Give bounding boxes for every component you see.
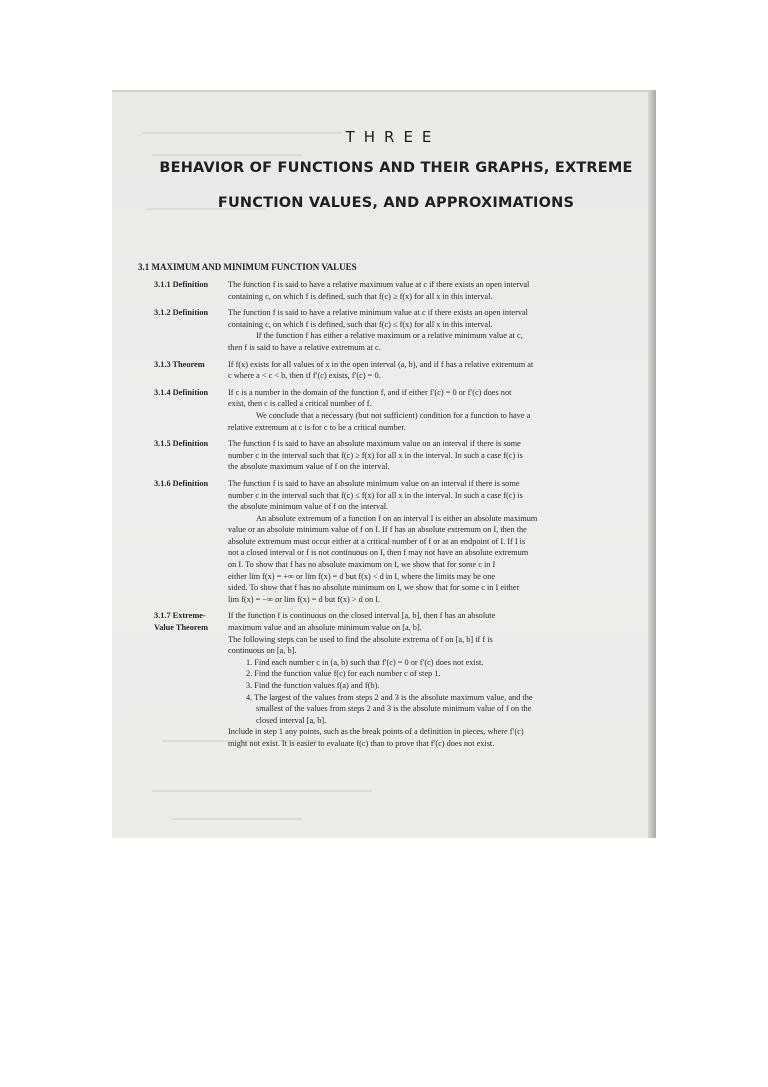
text-line: closed interval [a, b]. <box>256 715 327 725</box>
text-line: either lim f(x) = +∞ or lim f(x) = d but f(x) < d in I, where the limits may be one <box>228 571 496 581</box>
definition-3-1-2 <box>154 307 654 353</box>
item-text <box>228 307 654 353</box>
page-right-shadow <box>648 90 656 838</box>
text-line: If f(x) exists for all values of x in the open interval (a, b), and if f has a relative extremum at <box>228 359 534 369</box>
text-line: the absolute minimum value of f on the interval. <box>228 502 389 512</box>
step-3: 3. Find the function values f(a) and f(b). <box>246 681 380 690</box>
text-line: number c in the interval such that f(c) ≤ f(x) for all x in the interval. In such a case f(c) is <box>228 490 523 500</box>
bleed-through-line <box>172 818 302 820</box>
text-line: absolute extremum must occur either at a critical number of f or at an endpoint of I. If I is <box>228 536 526 546</box>
item-label: 3.1.4 Definition <box>154 387 209 397</box>
section-heading: 3.1 MAXIMUM AND MINIMUM FUNCTION VALUES <box>138 262 357 272</box>
text-line: c where a < c < b, then if f′(c) exists, f′(c) = 0. <box>228 371 381 381</box>
item-text <box>228 610 654 749</box>
text-line: sided. To show that f has no absolute minimum on I, we show that for some c in I either <box>228 583 520 593</box>
chapter-title-line-2: FUNCTION VALUES, AND APPROXIMATIONS <box>217 195 575 211</box>
chapter-heading: THREE <box>345 128 441 146</box>
item-label-line-2: Value Theorem <box>154 623 209 633</box>
item-text <box>228 478 654 606</box>
text-line: lim f(x) = −∞ or lim f(x) = d but f(x) > d on I. <box>228 594 381 604</box>
text-line: value or an absolute minimum value of f on I. If f has an absolute extremum on I, then the <box>228 525 527 535</box>
text-line: on I. To show that f has no absolute maximum on I, we show that for some c in I <box>228 560 496 570</box>
text-line: The function f is said to have an absolute minimum value on an interval if there is some <box>228 478 520 488</box>
item-label: 3.1.5 Definition <box>154 439 209 449</box>
text-line: maximum value and an absolute minimum value on [a, b]. <box>228 623 422 633</box>
text-line: The function f is said to have an absolute maximum value on an interval if there is some <box>228 439 521 449</box>
item-text <box>228 387 654 433</box>
scanned-page <box>112 90 656 838</box>
text-line: the absolute maximum value of f on the interval. <box>228 462 390 472</box>
text-line: We conclude that a necessary (but not sufficient) condition for a function to have a <box>256 410 531 420</box>
definitions-body <box>154 279 654 755</box>
text-line: might not exist. It is easier to evaluate f(c) than to prove that f′(c) does not exist. <box>228 738 495 748</box>
theorem-3-1-3 <box>154 359 654 382</box>
text-line: then f is said to have a relative extremum at c. <box>228 342 381 352</box>
item-label-line-1: 3.1.7 Extreme- <box>154 611 206 621</box>
item-label: 3.1.3 Theorem <box>154 359 205 369</box>
text-line: continuous on [a, b]. <box>228 646 297 656</box>
text-line: If c is a number in the domain of the function f, and if either f′(c) = 0 or f′(c) does not <box>228 387 512 397</box>
definition-3-1-1 <box>154 279 654 302</box>
step-2: 2. Find the function value f(c) for each number c of step 1. <box>246 669 441 679</box>
bleed-through-line <box>152 790 372 792</box>
theorem-3-1-7 <box>154 610 654 749</box>
text-line: If the function f has either a relative maximum or a relative minimum value at c, <box>256 331 523 341</box>
text-line: If the function f is continuous on the closed interval [a, b], then f has an absolute <box>228 611 496 621</box>
item-label: 3.1.1 Definition <box>154 280 209 289</box>
text-line: The function f is said to have a relative minimum value at c if there exists an open interval <box>228 308 528 318</box>
item-text <box>228 279 654 302</box>
item-label <box>154 610 228 749</box>
text-line: The function f is said to have a relative maximum value at c if there exists an open interval <box>228 280 530 289</box>
bleed-through-line <box>152 154 302 156</box>
text-line: number c in the interval such that f(c) ≥ f(x) for all x in the interval. In such a case f(c) is <box>228 450 523 460</box>
definition-3-1-6 <box>154 478 654 606</box>
text-line: containing c, on which f is defined, such that f(c) ≥ f(x) for all x in this interval. <box>228 291 493 301</box>
item-label: 3.1.2 Definition <box>154 308 209 318</box>
text-line: exist, then c is called a critical number of f. <box>228 399 372 409</box>
page-top-border <box>112 90 656 92</box>
text-line: The following steps can be used to find the absolute extrema of f on [a, b] if f is <box>228 634 493 644</box>
text-line: Include in step 1 any points, such as the break points of a definition in pieces, where f′(c) <box>228 727 524 737</box>
item-label: 3.1.6 Definition <box>154 478 209 488</box>
text-line: not a closed interval or f is not continuous on I, then f may not have an absolute extremum <box>228 548 529 558</box>
chapter-title-line-1: BEHAVIOR OF FUNCTIONS AND THEIR GRAPHS, EXTREME <box>159 160 633 176</box>
text-line: An absolute extremum of a function f on an interval I is either an absolute maximum <box>256 513 538 523</box>
item-text <box>228 359 654 382</box>
step-1: 1. Find each number c in (a, b) such that f′(c) = 0 or f′(c) does not exist. <box>246 657 484 667</box>
step-4: 4. The largest of the values from steps 2 and 3 is the absolute maximum value, and the <box>246 692 533 702</box>
item-text <box>228 438 654 473</box>
definition-3-1-4 <box>154 387 654 433</box>
text-line: containing c, on which f is defined, such that f(c) ≤ f(x) for all x in this interval. <box>228 319 493 329</box>
text-line: relative extremum at c is for c to be a critical number. <box>228 422 406 432</box>
definition-3-1-5 <box>154 438 654 473</box>
text-line: smallest of the values from steps 2 and 3 is the absolute minimum value of f on the <box>256 704 532 714</box>
